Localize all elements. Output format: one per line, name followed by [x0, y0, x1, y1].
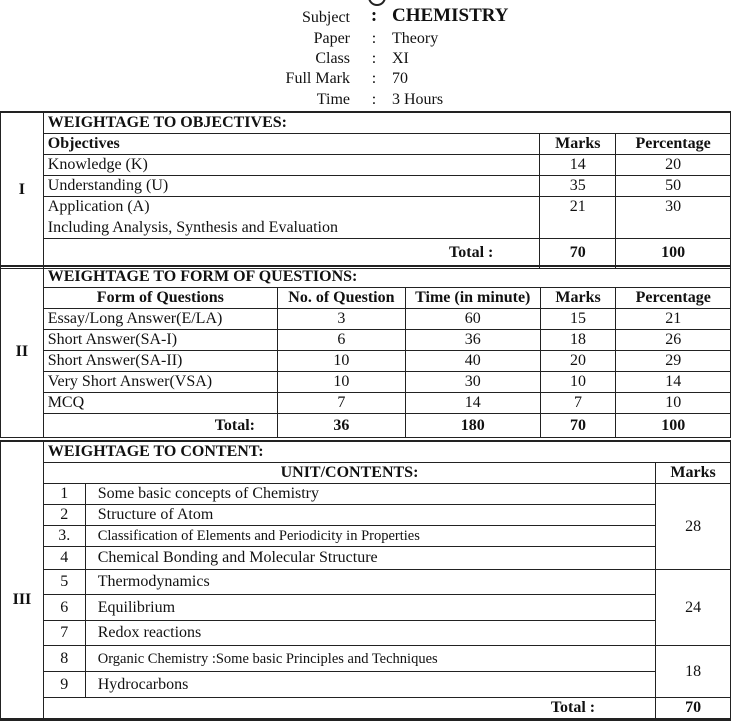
table-row: [1, 547, 731, 570]
unit-name: Chemical Bonding and Molecular Structure: [85, 547, 655, 570]
section-title: WEIGHTAGE TO CONTENT:: [43, 441, 730, 463]
marks-cell: 20: [540, 351, 616, 372]
group-marks: 24: [656, 570, 731, 646]
table-row: [1, 505, 731, 526]
unit-number: 7: [43, 621, 85, 646]
table-row: [1, 526, 731, 547]
header-colon: :: [371, 50, 377, 67]
table-row: [1, 621, 731, 646]
marks-cell: 7: [540, 393, 616, 414]
header-label: Subject: [302, 9, 350, 26]
content-weightage-table: [0, 440, 731, 721]
time-cell: 30: [405, 372, 540, 393]
table-row: [1, 176, 731, 197]
header-label: Time: [316, 91, 350, 108]
form-name: Essay/Long Answer(E/LA): [43, 309, 277, 330]
total-count: 36: [278, 414, 406, 438]
question-count: 7: [278, 393, 406, 414]
total-row: [1, 414, 731, 438]
percentage-cell: 50: [616, 176, 731, 197]
table-row: [1, 197, 731, 218]
table-row: [1, 309, 731, 330]
unit-name: Structure of Atom: [85, 505, 655, 526]
total-row: [1, 238, 731, 268]
question-count: 10: [278, 351, 406, 372]
paper-value: Theory: [392, 30, 439, 47]
column-header-units: UNIT/CONTENTS:: [43, 463, 655, 484]
objective-name: Knowledge (K): [43, 155, 540, 176]
header-row-time: [0, 90, 734, 110]
total-percentage: 100: [616, 238, 731, 268]
unit-name: Equilibrium: [85, 595, 655, 621]
percentage-cell: 10: [616, 393, 731, 414]
time-cell: 14: [405, 393, 540, 414]
unit-number: 6: [43, 595, 85, 621]
section-title: WEIGHTAGE TO OBJECTIVES:: [43, 112, 730, 134]
column-header: Marks: [540, 288, 616, 309]
total-label: Total:: [43, 414, 277, 438]
table-row: [1, 155, 731, 176]
percentage-cell: 21: [616, 309, 731, 330]
table-row: [1, 646, 731, 672]
total-time: 180: [405, 414, 540, 438]
total-label: Total :: [43, 698, 655, 720]
unit-name: Hydrocarbons: [85, 672, 655, 698]
table-row: [1, 570, 731, 595]
marks-cell: 18: [540, 330, 616, 351]
total-row: [1, 698, 731, 720]
group-marks: 18: [656, 646, 731, 698]
total-percentage: 100: [616, 414, 731, 438]
percentage-cell: 26: [616, 330, 731, 351]
marks-cell: 14: [540, 155, 616, 176]
unit-number: 2: [43, 505, 85, 526]
table-row: [1, 672, 731, 698]
subject-value: CHEMISTRY: [392, 5, 509, 26]
unit-number: 1: [43, 484, 85, 505]
paper-header: [0, 0, 734, 114]
percentage-cell: 20: [616, 155, 731, 176]
table-row: [1, 393, 731, 414]
header-row-paper: [0, 29, 734, 49]
form-name: Short Answer(SA-II): [43, 351, 277, 372]
table-row: [1, 595, 731, 621]
table-row: [1, 330, 731, 351]
class-value: XI: [392, 50, 409, 67]
column-header: Marks: [540, 134, 616, 155]
column-header: Percentage: [616, 134, 731, 155]
column-header: Form of Questions: [43, 288, 277, 309]
table-row: [1, 372, 731, 393]
header-label: Paper: [313, 30, 350, 47]
marks-cell: 10: [540, 372, 616, 393]
form-name: Short Answer(SA-I): [43, 330, 277, 351]
unit-name: Redox reactions: [85, 621, 655, 646]
header-row-class: [0, 49, 734, 69]
section-numeral-II: II: [1, 266, 44, 438]
unit-name: Thermodynamics: [85, 570, 655, 595]
marks-cell: 35: [540, 176, 616, 197]
header-row-subject: [0, 6, 734, 30]
form-of-questions-table: [0, 265, 731, 438]
objectives-table: [0, 111, 731, 269]
time-cell: 60: [405, 309, 540, 330]
time-cell: 40: [405, 351, 540, 372]
table-row: [1, 351, 731, 372]
header-row-full-mark: [0, 69, 734, 89]
marks-cell: 21: [540, 197, 616, 239]
table-row: [1, 484, 731, 505]
header-label: Class: [315, 50, 350, 67]
header-colon: :: [370, 5, 378, 26]
total-marks: 70: [540, 414, 616, 438]
objective-note: Including Analysis, Synthesis and Evaluation: [43, 218, 540, 239]
percentage-cell: 30: [616, 197, 731, 239]
time-cell: 36: [405, 330, 540, 351]
total-marks: 70: [656, 698, 731, 720]
group-marks: 28: [656, 484, 731, 570]
column-header: No. of Question: [278, 288, 406, 309]
total-marks: 70: [540, 238, 616, 268]
section-numeral-I: I: [1, 112, 44, 268]
question-count: 6: [278, 330, 406, 351]
header-label: Full Mark: [285, 70, 350, 87]
unit-number: 3.: [43, 526, 85, 547]
header-colon: :: [371, 30, 377, 47]
section-title: WEIGHTAGE TO FORM OF QUESTIONS:: [43, 266, 730, 288]
column-header: Time (in minute): [405, 288, 540, 309]
unit-number: 5: [43, 570, 85, 595]
total-label: Total :: [43, 238, 540, 268]
percentage-cell: 29: [616, 351, 731, 372]
form-name: MCQ: [43, 393, 277, 414]
header-colon: :: [371, 91, 377, 108]
percentage-cell: 14: [616, 372, 731, 393]
header-colon: :: [371, 70, 377, 87]
objective-name: Understanding (U): [43, 176, 540, 197]
section-numeral-III: III: [1, 441, 44, 720]
full-mark-value: 70: [392, 70, 408, 87]
unit-number: 4: [43, 547, 85, 570]
marks-cell: 15: [540, 309, 616, 330]
column-header: Objectives: [43, 134, 540, 155]
time-value: 3 Hours: [392, 91, 444, 108]
form-name: Very Short Answer(VSA): [43, 372, 277, 393]
column-header-marks: Marks: [656, 463, 731, 484]
unit-number: 9: [43, 672, 85, 698]
question-count: 10: [278, 372, 406, 393]
unit-name: Organic Chemistry :Some basic Principles and Techniques: [85, 646, 655, 672]
column-header: Percentage: [616, 288, 731, 309]
unit-name: Classification of Elements and Periodicity in Properties: [85, 526, 655, 547]
unit-name: Some basic concepts of Chemistry: [85, 484, 655, 505]
unit-number: 8: [43, 646, 85, 672]
objective-name: Application (A): [43, 197, 540, 218]
question-count: 3: [278, 309, 406, 330]
